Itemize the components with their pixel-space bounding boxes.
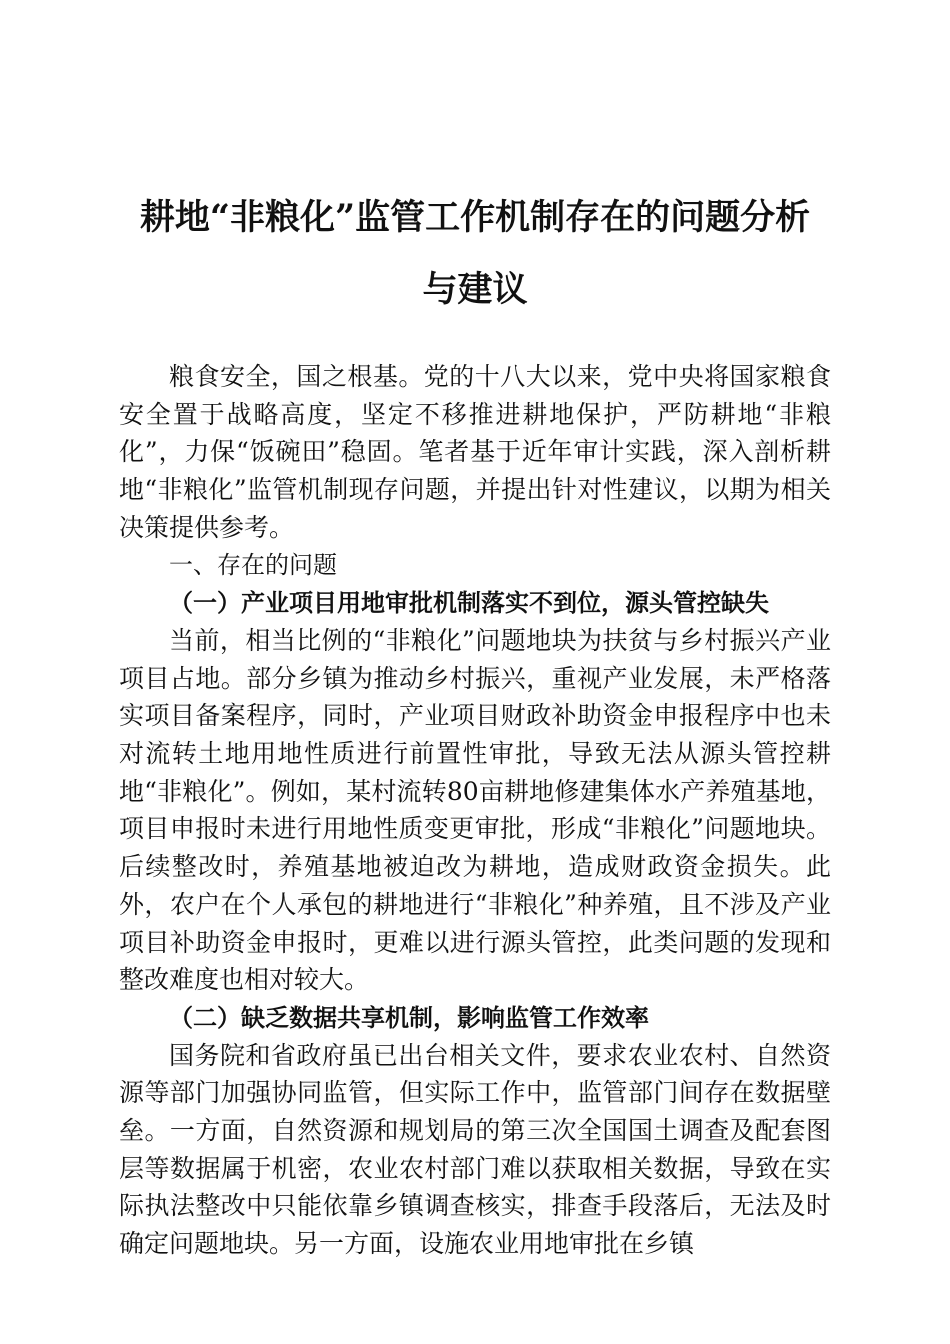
section-heading-problems: 一、存在的问题 — [169, 550, 337, 579]
body-paragraph-2: 国务院和省政府虽已出台相关文件，要求农业农村、自然资源等部门加强协同监管，但实际工作中，监管部门间存在数据壁垒。一方面，自然资源和规划局的第三次全国国土调查及配套图层等数据属于机密，农业农村部门难以获取相关数据，导致在实际执法整改中只能依靠乡镇调查核实，排查手段落后，无法及时确定问题地块。另一方面，设施农业用地审批在乡镇 — [119, 1040, 831, 1259]
body-paragraph-1: 当前，相当比例的“非粮化”问题地块为扶贫与乡村振兴产业项目占地。部分乡镇为推动乡村振兴，重视产业发展，未严格落实项目备案程序，同时，产业项目财政补助资金申报程序中也未对流转土地用地性质进行前置性审批，导致无法从源头管控耕地“非粮化”。例如，某村流转80亩耕地修建集体水产养殖基地，项目申报时未进行用地性质变更审批，形成“非粮化”问题地块。后续整改时，养殖基地被迫改为耕地，造成财政资金损失。此外，农户在个人承包的耕地进行“非粮化”种养殖，且不涉及产业项目补助资金申报时，更难以进行源头管控，此类问题的发现和整改难度也相对较大。 — [119, 625, 831, 995]
document-title-line-2: 与建议 — [422, 269, 528, 310]
document-title-line-1: 耕地“非粮化”监管工作机制存在的问题分析 — [139, 197, 811, 238]
subsection-heading-2: （二）缺乏数据共享机制，影响监管工作效率 — [169, 1002, 649, 1032]
document-body — [119, 358, 831, 1263]
intro-paragraph: 粮食安全，国之根基。党的十八大以来，党中央将国家粮食安全置于战略高度，坚定不移推进耕地保护，严防耕地“非粮化”，力保“饭碗田”稳固。笔者基于近年审计实践，深入剖析耕地“非粮化”监管机制现存问题，并提出针对性建议，以期为相关决策提供参考。 — [119, 362, 831, 542]
subsection-heading-1: （一）产业项目用地审批机制落实不到位，源头管控缺失 — [169, 588, 769, 618]
